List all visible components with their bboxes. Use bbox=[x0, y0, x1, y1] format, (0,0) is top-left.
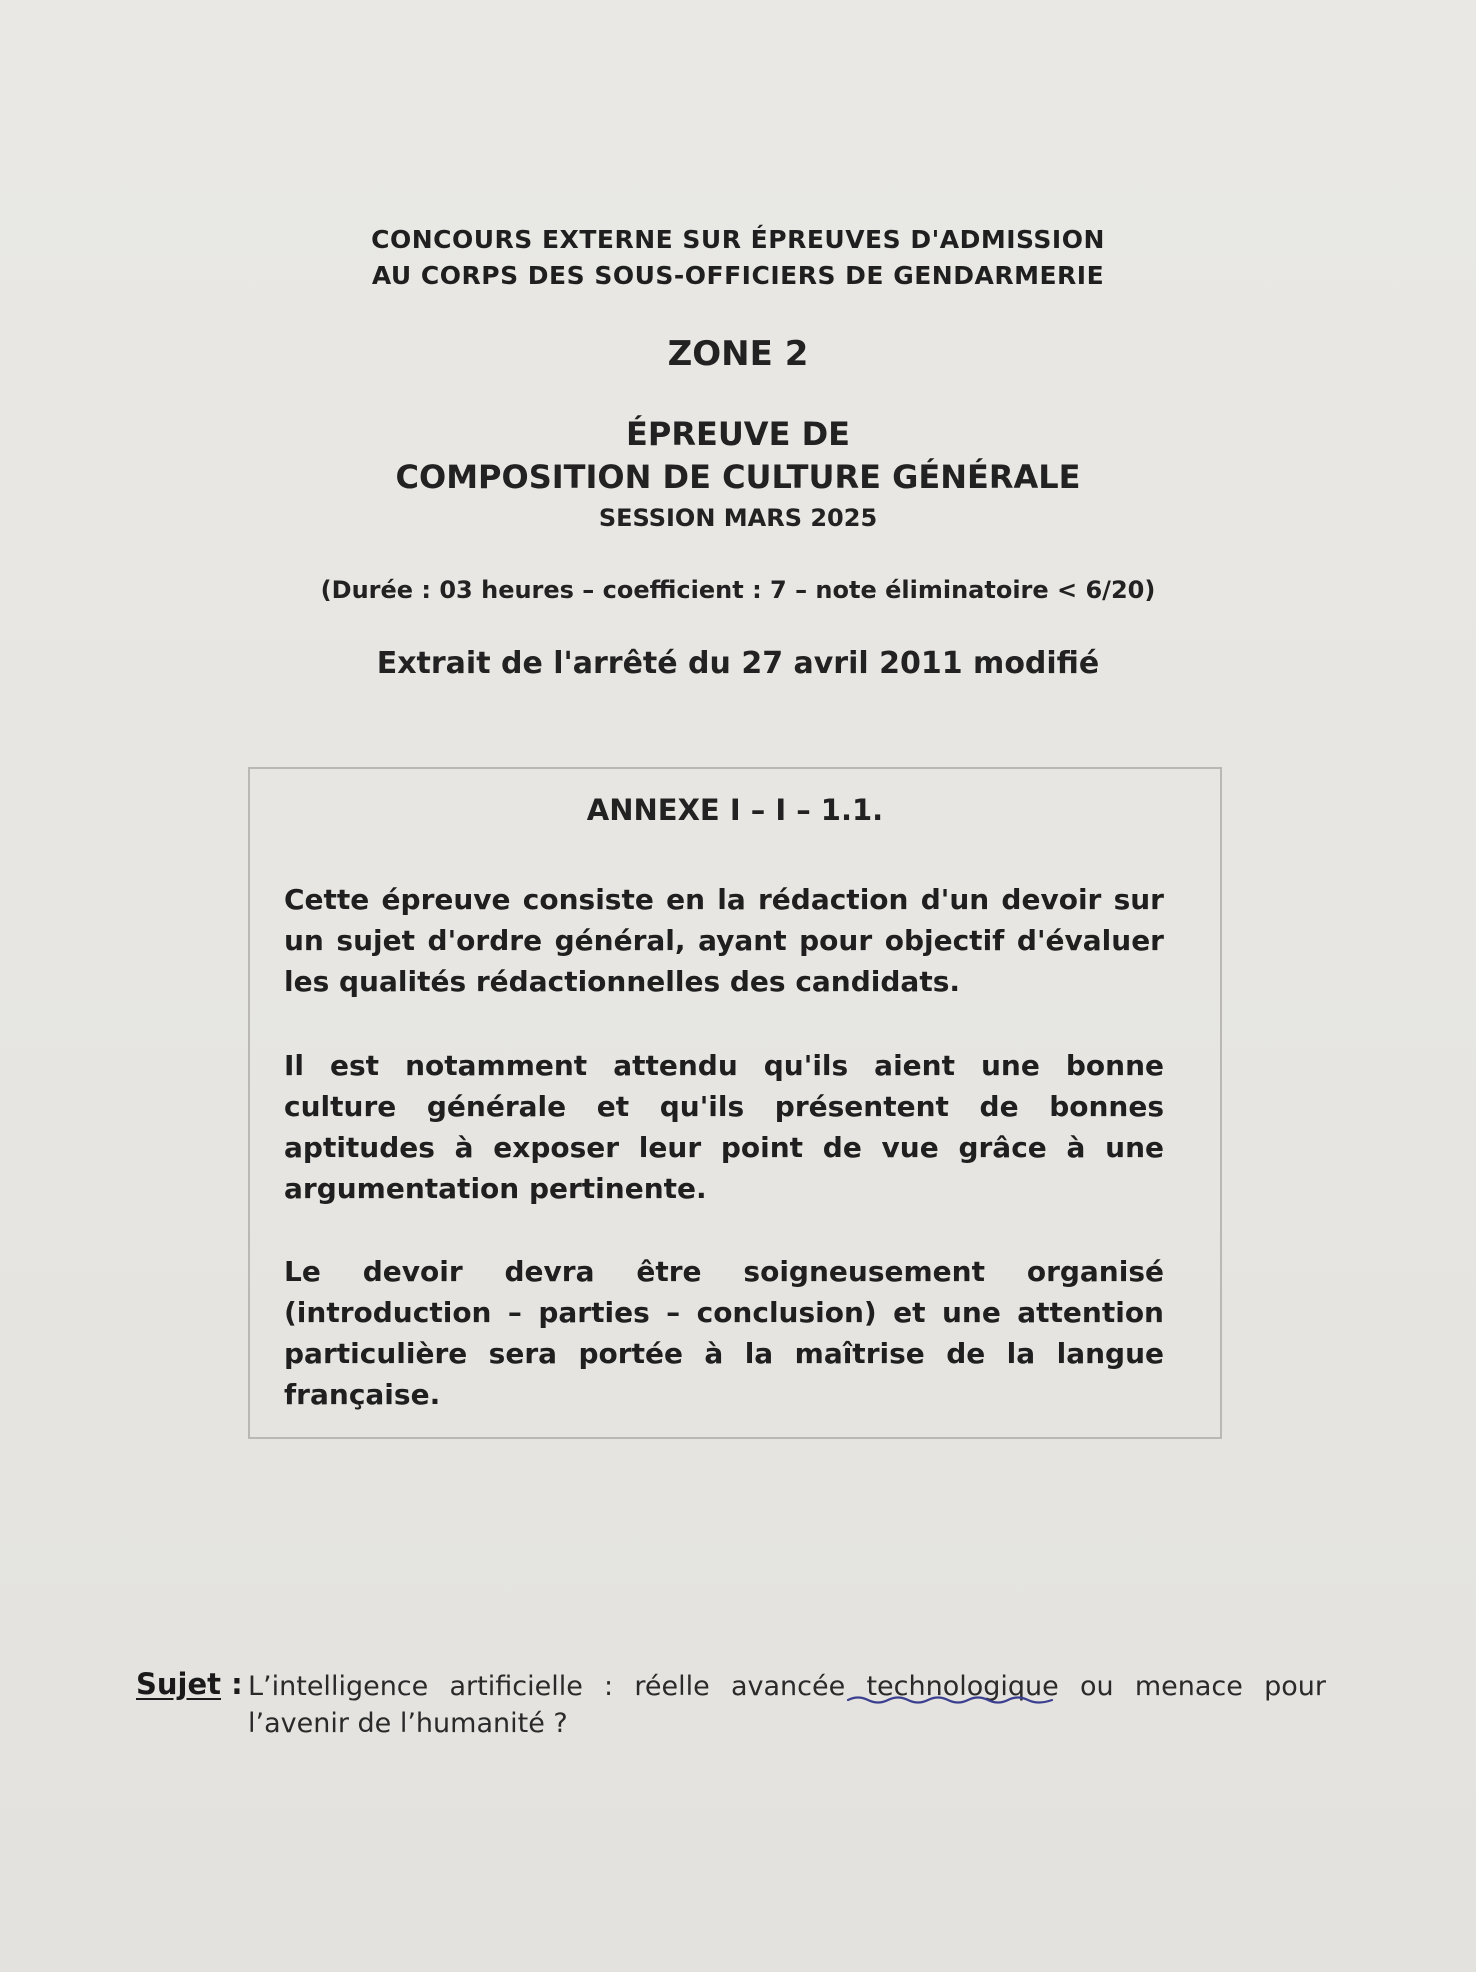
header-line-1: CONCOURS EXTERNE SUR ÉPREUVES D'ADMISSION bbox=[371, 225, 1105, 254]
annex-title: ANNEXE I – I – 1.1. bbox=[586, 793, 884, 827]
annex-paragraph-2: Il est notamment attendu qu'ils aient une bonne culture générale et qu'ils présentent de bonnes aptitudes à exposer leur point de vue grâce à une argumentation pertinente. bbox=[284, 1049, 1164, 1205]
session-label: SESSION MARS 2025 bbox=[598, 504, 878, 532]
epreuve-title-line-1: ÉPREUVE DE bbox=[626, 415, 850, 453]
zone-title: ZONE 2 bbox=[667, 334, 809, 374]
subject-text: L’intelligence artificielle : réelle avancée technologique ou menace pour l’avenir de l’humanité ? bbox=[248, 1671, 1326, 1739]
annex-paragraph-1: Cette épreuve consiste en la rédaction d'un devoir sur un sujet d'ordre général, ayant pour objectif d'évaluer les qualités rédactionnelles des candidats. bbox=[284, 883, 1164, 998]
duration-info: (Durée : 03 heures – coefficient : 7 – note éliminatoire < 6/20) bbox=[320, 576, 1156, 604]
subject-label-word: Sujet bbox=[136, 1667, 222, 1701]
epreuve-title-line-2: COMPOSITION DE CULTURE GÉNÉRALE bbox=[395, 458, 1081, 496]
subject-label bbox=[136, 1667, 243, 1701]
header-line-2: AU CORPS DES SOUS-OFFICIERS DE GENDARMERIE bbox=[371, 261, 1105, 290]
decree-extract: Extrait de l'arrêté du 27 avril 2011 modifié bbox=[376, 646, 1100, 681]
annex-paragraph-3: Le devoir devra être soigneusement organisé (introduction – parties – conclusion) et une attention particulière sera portée à la maîtrise de la langue française. bbox=[284, 1255, 1164, 1411]
annex-box bbox=[248, 767, 1222, 1439]
subject-label-colon: : bbox=[221, 1667, 243, 1701]
pen-underline-annotation bbox=[846, 1693, 1056, 1707]
